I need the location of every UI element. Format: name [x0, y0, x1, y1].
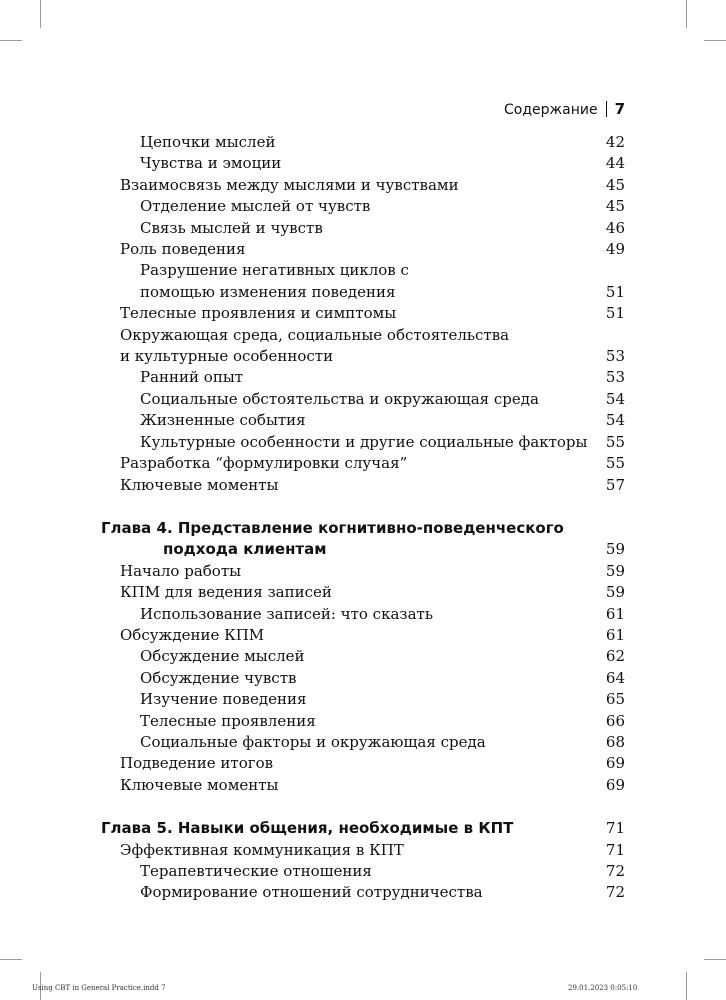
toc-entry[interactable] [0, 410, 726, 431]
toc-chapter-title: Глава 5. Навыки общения, необходимые в КПТ [101, 819, 514, 838]
toc-entry-page: 66 [605, 711, 625, 730]
toc-entry-title: Разработка “формулировки случая” [120, 454, 408, 473]
toc-entry-title: Изучение поведения [140, 690, 307, 709]
toc-entry[interactable] [0, 432, 726, 453]
toc-entry[interactable] [0, 325, 726, 368]
toc-entry[interactable] [0, 303, 726, 324]
toc-entry-page: 59 [605, 540, 625, 559]
toc-entry[interactable] [0, 840, 726, 861]
toc-entry[interactable] [0, 753, 726, 774]
crop-mark [704, 40, 726, 41]
toc-entry-title: Культурные особенности и другие социальные факторы [140, 432, 588, 451]
toc-chapter-title-line2: подхода клиентам [163, 540, 327, 559]
toc-entry-title: Роль поведения [120, 240, 246, 259]
toc-entry[interactable] [0, 861, 726, 882]
crop-mark [686, 0, 687, 28]
toc-entry-page: 44 [605, 154, 625, 173]
toc-entry[interactable] [0, 668, 726, 689]
toc-entry[interactable] [0, 239, 726, 260]
toc-entry[interactable] [0, 646, 726, 667]
toc-entry-page: 51 [605, 304, 625, 323]
crop-mark [40, 0, 41, 28]
toc-entry-title: Начало работы [120, 561, 242, 580]
toc-entry-page: 62 [605, 647, 625, 666]
toc-entry-title: Подведение итогов [120, 754, 274, 773]
toc-entry[interactable] [0, 453, 726, 474]
toc-entry-page: 64 [605, 668, 625, 687]
toc-entry-page: 71 [605, 819, 625, 838]
toc-entry-page: 57 [605, 475, 625, 494]
toc-entry[interactable] [0, 882, 726, 903]
toc-entry-title: Обсуждение КПМ [120, 625, 265, 644]
header-page-number: 7 [614, 100, 625, 118]
toc-entry-title: Связь мыслей и чувств [140, 218, 323, 237]
toc-entry[interactable] [0, 775, 726, 796]
toc-entry-page: 59 [605, 561, 625, 580]
toc-entry-page: 53 [605, 347, 625, 366]
toc-entry-title: Социальные факторы и окружающая среда [140, 732, 486, 751]
toc-entry-title: КПМ для ведения записей [120, 583, 332, 602]
crop-mark [686, 972, 687, 1000]
toc-entry-page: 42 [605, 133, 625, 151]
toc-entry-page: 72 [605, 862, 625, 880]
toc-chapter-entry[interactable] [0, 518, 726, 561]
toc-entry-page: 65 [605, 690, 625, 709]
toc-chapter-entry[interactable] [0, 818, 726, 839]
toc-entry-title: Терапевтические отношения [140, 862, 372, 880]
toc-entry-page: 46 [605, 218, 625, 237]
toc-entry[interactable] [0, 218, 726, 239]
toc-spacer [0, 796, 726, 818]
toc-entry-title: Окружающая среда, социальные обстоятельства и культурные особенности [120, 325, 510, 366]
toc-entry-title: Взаимосвязь между мыслями и чувствами [120, 175, 459, 194]
toc-entry-page: 69 [605, 775, 625, 794]
toc-entry-page: 51 [605, 282, 625, 301]
toc-entry-title: Телесные проявления и симптомы [120, 304, 397, 323]
print-slug-timestamp: 29.01.2023 0:05:10 [568, 984, 638, 992]
toc-entry[interactable] [0, 689, 726, 710]
toc-entry-title: Чувства и эмоции [140, 154, 282, 173]
toc-entry-title: Эффективная коммуникация в КПТ [120, 840, 404, 859]
toc-entry-title: Ключевые моменты [120, 775, 279, 794]
toc-entry-page: 45 [605, 197, 625, 216]
toc-entry-title: Телесные проявления [140, 711, 316, 730]
toc-entry-title: Отделение мыслей от чувств [140, 197, 371, 216]
toc-entry-title: Обсуждение мыслей [140, 647, 305, 666]
toc-entry[interactable] [0, 582, 726, 603]
toc-entry-title: Социальные обстоятельства и окружающая среда [140, 389, 539, 408]
toc-entry-page: 53 [605, 368, 625, 387]
toc-spacer [0, 496, 726, 518]
table-of-contents [0, 132, 726, 904]
toc-entry-page: 55 [605, 432, 625, 451]
toc-entry-title: Разрушение негативных циклов с помощью изменения поведения [140, 261, 409, 301]
toc-entry-page: 61 [605, 604, 625, 623]
toc-entry[interactable] [0, 732, 726, 753]
toc-entry-page: 61 [605, 625, 625, 644]
toc-entry-page: 55 [605, 454, 625, 473]
toc-entry-page: 59 [605, 583, 625, 602]
toc-entry-page: 68 [605, 732, 625, 751]
toc-entry-title: Ранний опыт [140, 368, 244, 387]
toc-entry[interactable] [0, 196, 726, 217]
toc-entry-page: 54 [605, 389, 625, 408]
toc-entry[interactable] [0, 389, 726, 410]
toc-entry-title: Обсуждение чувств [140, 668, 297, 687]
crop-mark [0, 40, 22, 41]
print-slug-file: Using CBT in General Practice.indd 7 [32, 984, 166, 992]
running-header [504, 100, 625, 118]
toc-entry[interactable] [0, 153, 726, 174]
toc-entry[interactable] [0, 260, 726, 303]
toc-entry[interactable] [0, 711, 726, 732]
toc-entry[interactable] [0, 561, 726, 582]
crop-mark [0, 959, 22, 960]
toc-entry[interactable] [0, 475, 726, 496]
toc-entry-title: Жизненные события [140, 411, 306, 430]
toc-entry-page: 69 [605, 754, 625, 773]
toc-entry-page: 54 [605, 411, 625, 430]
toc-chapter-title-line1: Глава 4. Представление когнитивно-поведенческого [101, 518, 564, 537]
toc-entry[interactable] [0, 604, 726, 625]
toc-entry-page: 45 [605, 175, 625, 194]
header-divider [606, 101, 607, 117]
crop-mark [704, 959, 726, 960]
toc-entry-title: Формирование отношений сотрудничества [140, 883, 483, 902]
toc-entry[interactable] [0, 625, 726, 646]
toc-entry-title: Использование записей: что сказать [140, 604, 433, 623]
toc-entry-title: Ключевые моменты [120, 475, 279, 494]
toc-entry-title: Цепочки мыслей [140, 133, 276, 151]
toc-entry-page: 72 [605, 883, 625, 902]
toc-entry-page: 49 [605, 240, 625, 259]
header-section-title: Содержание [503, 102, 598, 118]
toc-entry[interactable] [0, 175, 726, 196]
toc-entry[interactable] [0, 367, 726, 388]
toc-entry-page: 71 [605, 840, 625, 859]
toc-entry[interactable] [0, 132, 726, 153]
